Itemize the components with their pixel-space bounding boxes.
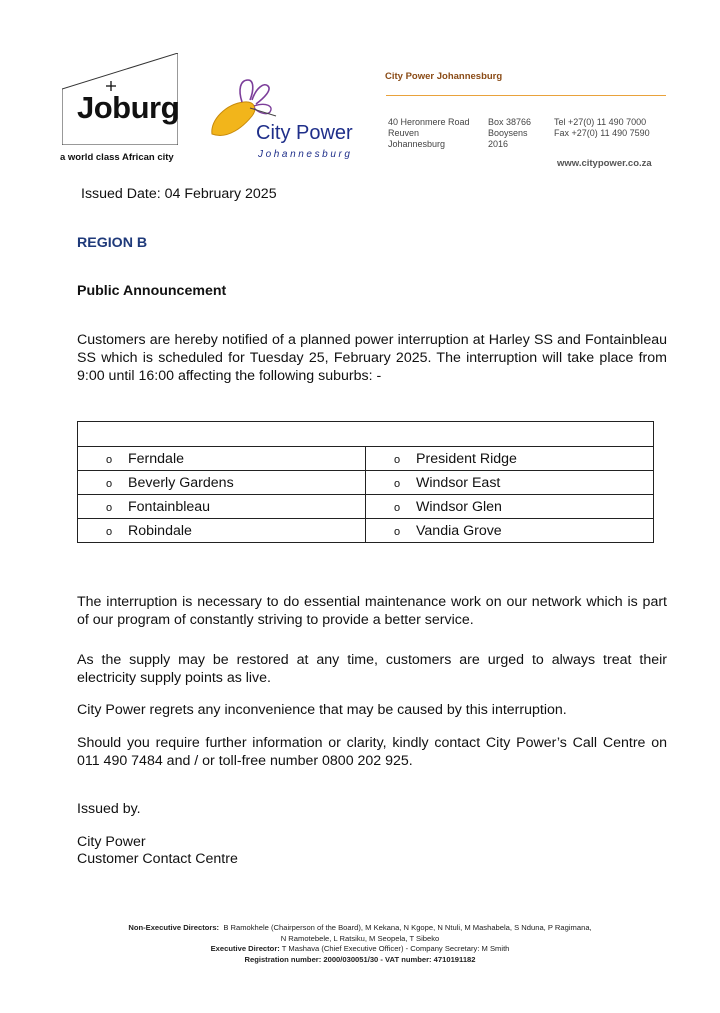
table-row xyxy=(78,447,654,471)
signoff-department: Customer Contact Centre xyxy=(77,851,238,867)
table-header-cell xyxy=(78,422,654,447)
website-link[interactable]: www.citypower.co.za xyxy=(557,158,652,169)
bullet-icon: o xyxy=(106,453,113,466)
apology-paragraph: City Power regrets any inconvenience that may be caused by this interruption. xyxy=(77,702,567,718)
intro-paragraph: Customers are hereby notified of a planned power interruption at Harley SS and Fontainbleau SS which is scheduled for Tuesday 25, February 2025. The interruption will take place from 9:00 until 16:00 affecting the following suburbs: - xyxy=(77,332,667,384)
issued-by-label: Issued by. xyxy=(77,801,141,817)
street-address: 40 Heronmere Road Reuven Johannesburg xyxy=(388,117,470,149)
bullet-icon: o xyxy=(106,477,113,490)
header-divider xyxy=(386,95,666,96)
bullet-icon: o xyxy=(106,525,113,538)
footer-directors: Non-Executive Directors: B Ramokhele (Chairperson of the Board), M Kekana, N Kgope, N Ntuli, M Mashabela, S Nduna, P Ragimana, N Ramotebele, L Ratsiku, M Seopela, T Sibeko Executive Director: T Mashava (Chief Executive Officer) - Company Secretary: M Smith Registration number: 2000/030051/30 - VAT number: 4710191182 xyxy=(128,923,592,964)
table-row xyxy=(78,495,654,519)
suburb-cell: o Beverly Gardens xyxy=(78,471,366,495)
city-power-logo-subtext: Johannesburg xyxy=(258,149,353,160)
suburb-cell: o President Ridge xyxy=(366,447,654,471)
suburbs-table xyxy=(77,421,654,543)
bullet-icon: o xyxy=(394,525,401,538)
suburb-cell: o Windsor Glen xyxy=(366,495,654,519)
suburb-cell: o Vandia Grove xyxy=(366,519,654,543)
joburg-tagline: a world class African city xyxy=(60,152,174,163)
announcement-heading: Public Announcement xyxy=(77,283,227,299)
table-header-row xyxy=(78,422,654,447)
phone-numbers: Tel +27(0) 11 490 7000 Fax +27(0) 11 490 7590 xyxy=(554,117,650,138)
maintenance-paragraph: The interruption is necessary to do essential maintenance work on our network which is part of our program of constantly striving to provide a better service. xyxy=(77,594,667,628)
safety-paragraph: As the supply may be restored at any time, customers are urged to always treat their electricity supply points as live. xyxy=(77,652,667,686)
table-row xyxy=(78,471,654,495)
bullet-icon: o xyxy=(394,501,401,514)
contact-paragraph: Should you require further information or clarity, kindly contact City Power’s Call Centre on 011 490 7484 and / or toll-free number 0800 202 925. xyxy=(77,735,667,769)
bullet-icon: o xyxy=(394,477,401,490)
table-row xyxy=(78,519,654,543)
signoff-company: City Power xyxy=(77,834,146,850)
joburg-logo-text: Joburg xyxy=(77,90,180,125)
company-title: City Power Johannesburg xyxy=(385,71,503,82)
issued-date: Issued Date: 04 February 2025 xyxy=(81,186,277,202)
suburb-cell: o Windsor East xyxy=(366,471,654,495)
city-power-logo-text: City Power xyxy=(256,122,353,144)
postal-address: Box 38766 Booysens 2016 xyxy=(488,117,532,149)
bullet-icon: o xyxy=(106,501,113,514)
bullet-icon: o xyxy=(394,453,401,466)
suburb-cell: o Robindale xyxy=(78,519,366,543)
suburb-cell: o Fontainbleau xyxy=(78,495,366,519)
suburb-cell: o Ferndale xyxy=(78,447,366,471)
region-heading: REGION B xyxy=(77,235,148,251)
